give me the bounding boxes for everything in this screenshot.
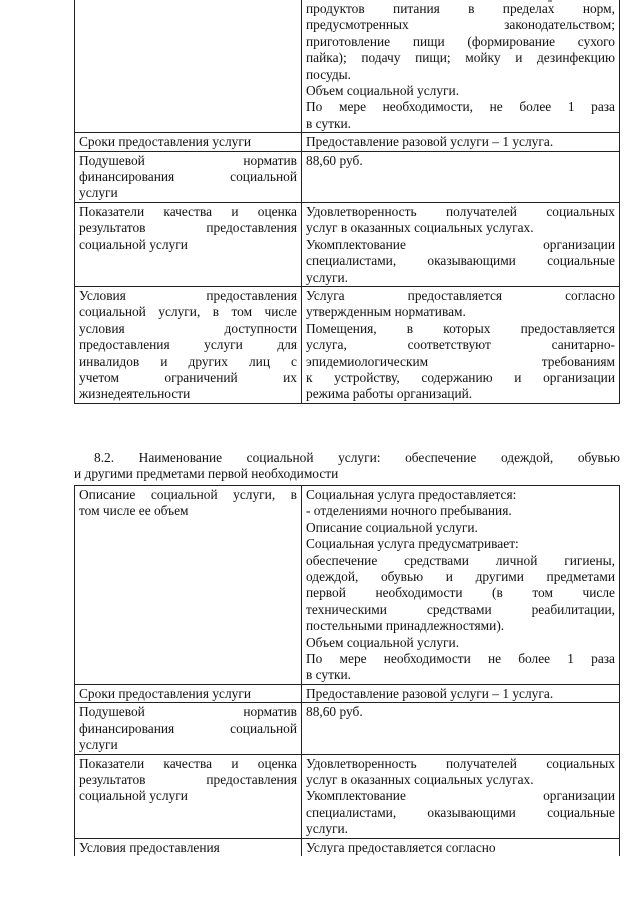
value-line: постельными принадлежностями). [306, 618, 505, 634]
row-label-cell [75, 202, 302, 286]
table-row [75, 151, 620, 202]
row-value-cell [302, 202, 620, 286]
row-value-cell [302, 286, 620, 403]
value-line: Укомплектование организации [306, 788, 615, 804]
value-line: Удовлетворенность получателей социальных [306, 203, 615, 219]
value-line: - отделениями ночного пребывания. [306, 503, 512, 519]
row-label-cell [75, 754, 302, 838]
label-line: Условия предоставления [79, 287, 297, 303]
table-row [75, 202, 620, 286]
value-line: Объем социальной услуги. [306, 634, 460, 650]
row-value-cell [302, 133, 620, 151]
section-heading-line-2: и другими предметами первой необходимости [74, 466, 339, 482]
label-line: условия доступности [79, 320, 297, 336]
value-line: режима работы организаций. [306, 386, 473, 402]
row-value-cell [302, 754, 620, 838]
label-line: результатов предоставления [79, 220, 297, 236]
section-heading [74, 450, 620, 483]
label-line: Показатели качества и оценка [79, 203, 297, 219]
label-line: услуги [79, 185, 118, 201]
label-line: Подушевой норматив [79, 152, 297, 168]
value-line: Социальная услуга предусматривает: [306, 536, 519, 552]
label-line: Подушевой норматив [79, 704, 297, 720]
value-line: Социальная услуга предоставляется: [306, 487, 517, 502]
value-line: услуг в оказанных социальных услугах. [306, 771, 534, 787]
value-line: Помещения, в которых предоставляется [306, 320, 615, 336]
row-label-cell [75, 133, 302, 151]
row-value-cell [302, 486, 620, 685]
value-line: к устройству, содержанию и организации [306, 369, 615, 385]
label-line: предоставления услуги для [79, 337, 297, 353]
table-row [75, 838, 620, 856]
row-value-cell [302, 838, 620, 856]
services-table-2 [74, 485, 620, 856]
value-line: 88,60 руб. [306, 704, 363, 720]
value-line: услуг в оказанных социальных услугах. [306, 220, 534, 236]
value-line: Объем социальной услуги. [306, 83, 460, 99]
value-line: продуктов питания в пределах норм, [306, 1, 615, 16]
table-row [75, 133, 620, 151]
table-row [75, 0, 620, 133]
value-line: Удовлетворенность получателей социальных [306, 755, 615, 771]
row-value-cell [302, 684, 620, 702]
value-line: эпидемиологическим требованиям [306, 353, 615, 369]
value-line: Предоставление разовой услуги – 1 услуга. [306, 134, 554, 150]
row-label-cell [75, 286, 302, 403]
value-line: утвержденным нормативам. [306, 304, 466, 320]
row-value-cell [302, 151, 620, 202]
row-label-cell [75, 703, 302, 754]
label-line: финансирования социальной [79, 169, 297, 185]
value-line: первой необходимости (в том числе [306, 585, 615, 601]
value-line: в сутки. [306, 115, 352, 131]
value-line: пайка); подачу пищи; мойку и дезинфекцию [306, 50, 615, 66]
label-line: Описание социальной услуги, в [79, 487, 297, 502]
row-label-cell [75, 838, 302, 856]
value-line: По мере необходимости, не более 1 раза [306, 99, 615, 115]
value-line: По мере необходимости не более 1 раза [306, 651, 615, 667]
label-line: Сроки предоставления услуги [79, 685, 251, 701]
row-value-cell [302, 0, 620, 133]
row-label-cell [75, 486, 302, 685]
value-line: предусмотренных законодательством; [306, 17, 615, 33]
table-row [75, 754, 620, 838]
value-line: Укомплектование организации [306, 236, 615, 252]
value-line: 88,60 руб. [306, 152, 363, 168]
value-line: Предоставление разовой услуги – 1 услуга. [306, 685, 554, 701]
table-row [75, 684, 620, 702]
row-label-cell [75, 684, 302, 702]
label-line: жизнедеятельности [79, 386, 191, 402]
table-row [75, 286, 620, 403]
section-heading-line-1: 8.2. Наименование социальной услуги: обеспечение одеждой, обувью [94, 450, 620, 465]
label-line: социальной услуги [79, 236, 188, 252]
value-line: обеспечение средствами личной гигиены, [306, 552, 615, 568]
row-label-cell [75, 0, 302, 133]
label-line: результатов предоставления [79, 771, 297, 787]
value-line: в сутки. [306, 667, 352, 683]
label-line: учетом ограничений их [79, 369, 297, 385]
value-line: техническими средствами реабилитации, [306, 601, 615, 617]
row-value-cell [302, 703, 620, 754]
value-line: Услуга предоставляется согласно [306, 287, 615, 303]
label-line: Показатели качества и оценка [79, 755, 297, 771]
label-line: услуги [79, 737, 118, 753]
table-row [75, 703, 620, 754]
label-line: Условия предоставления [79, 839, 220, 855]
label-line: финансирования социальной [79, 720, 297, 736]
value-line: специалистами, оказывающими социальные [306, 253, 615, 269]
table-row [75, 486, 620, 685]
value-line: специалистами, оказывающими социальные [306, 804, 615, 820]
value-line: приготовление пищи (формирование сухого [306, 33, 615, 49]
row-label-cell [75, 151, 302, 202]
value-line: Описание социальной услуги. [306, 519, 478, 535]
services-table-1 [74, 0, 620, 404]
label-line: социальной услуги, в том числе [79, 304, 297, 320]
value-line: услуги. [306, 821, 349, 837]
value-line: услуги. [306, 269, 349, 285]
value-line: Услуга предоставляется согласно [306, 839, 496, 855]
value-line: одеждой, обувью и другими предметами [306, 569, 615, 585]
value-line: посуды. [306, 66, 351, 82]
label-line: социальной услуги [79, 788, 188, 804]
label-line: Сроки предоставления услуги [79, 134, 251, 150]
label-line: том числе ее объем [79, 503, 189, 519]
label-line: инвалидов и других лиц с [79, 353, 297, 369]
value-line: услуга, соответствуют санитарно- [306, 337, 615, 353]
